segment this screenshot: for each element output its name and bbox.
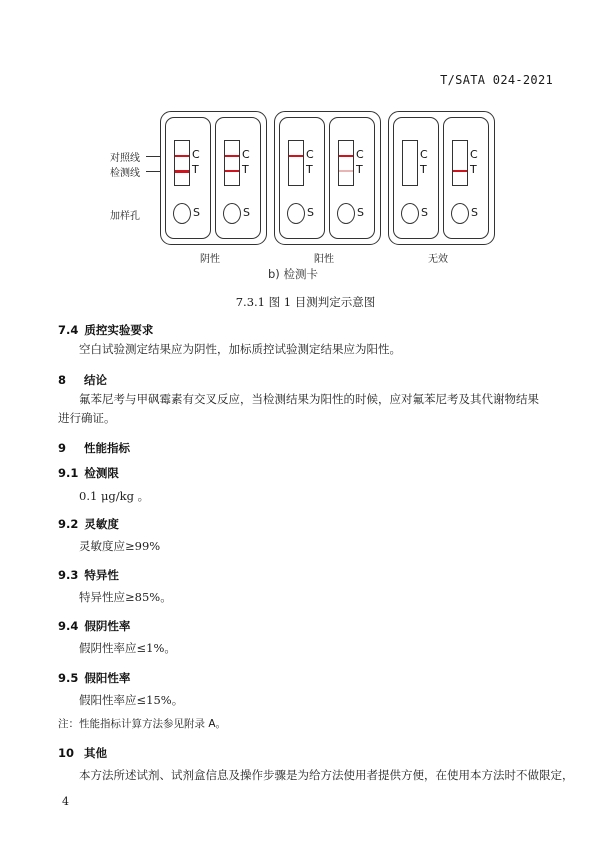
result-window xyxy=(224,140,240,186)
section-9-4-heading: 9.4 假阴性率 xyxy=(58,619,131,633)
control-line-mark xyxy=(225,155,239,157)
section-9-2-body: 灵敏度应≥99% xyxy=(79,539,161,553)
t-letter: T xyxy=(242,163,249,176)
section-9-5-heading: 9.5 假阳性率 xyxy=(58,671,131,685)
negative-label: 阴性 xyxy=(200,254,220,265)
s-letter: S xyxy=(243,206,250,219)
note: 注：性能指标计算方法参见附录 A。 xyxy=(58,718,227,730)
section-9-2-heading: 9.2 灵敏度 xyxy=(58,517,119,531)
section-9-heading: 9 性能指标 xyxy=(58,441,131,455)
section-7-4-heading: 7.4 质控实验要求 xyxy=(58,323,154,337)
section-8-heading: 8 结论 xyxy=(58,373,108,387)
sample-well-icon xyxy=(223,203,241,224)
section-9-5-body: 假阳性率应≤15%。 xyxy=(79,693,184,707)
section-9-3-heading: 9.3 特异性 xyxy=(58,568,119,582)
result-window xyxy=(174,140,190,186)
section-9-1-body: 0.1 μg/kg 。 xyxy=(79,489,150,503)
control-line-mark xyxy=(339,155,353,157)
figure-subtitle: b) 检测卡 xyxy=(268,267,318,281)
t-letter: T xyxy=(306,163,313,176)
sample-well-icon xyxy=(337,203,355,224)
s-letter: S xyxy=(471,206,478,219)
c-letter: C xyxy=(470,148,478,161)
positive-label: 阳性 xyxy=(314,254,334,265)
page-number: 4 xyxy=(62,795,69,808)
c-letter: C xyxy=(356,148,364,161)
result-window xyxy=(288,140,304,186)
c-letter: C xyxy=(242,148,250,161)
section-9-1-heading: 9.1 检测限 xyxy=(58,466,119,480)
s-letter: S xyxy=(421,206,428,219)
result-window xyxy=(452,140,468,186)
sample-well-icon xyxy=(451,203,469,224)
c-letter: C xyxy=(420,148,428,161)
t-letter: T xyxy=(420,163,427,176)
test-line-mark xyxy=(339,170,353,172)
section-7-4-body: 空白试验测定结果应为阴性，加标质控试验测定结果应为阳性。 xyxy=(79,342,401,356)
sample-well-icon xyxy=(287,203,305,224)
s-letter: S xyxy=(307,206,314,219)
t-letter: T xyxy=(356,163,363,176)
test-line-label: 检测线 xyxy=(110,168,140,179)
section-10-heading: 10 其他 xyxy=(58,746,108,760)
control-line-mark xyxy=(289,155,303,157)
s-letter: S xyxy=(357,206,364,219)
section-10-body: 本方法所述试剂、试剂盒信息及操作步骤是为给方法使用者提供方便，在使用本方法时不做限定， xyxy=(79,768,574,782)
test-line-mark xyxy=(453,170,467,172)
standard-code: T/SATA 024-2021 xyxy=(440,73,553,87)
result-window xyxy=(338,140,354,186)
sample-hole-label: 加样孔 xyxy=(110,211,140,222)
t-letter: T xyxy=(192,163,199,176)
test-line-mark xyxy=(175,170,189,173)
invalid-label: 无效 xyxy=(428,254,448,265)
c-letter: C xyxy=(192,148,200,161)
section-9-4-body: 假阴性率应≤1%。 xyxy=(79,641,176,655)
section-9-3-body: 特异性应≥85%。 xyxy=(79,590,172,604)
result-window xyxy=(402,140,418,186)
sample-well-icon xyxy=(401,203,419,224)
control-line-mark xyxy=(175,155,189,157)
control-line-label: 对照线 xyxy=(110,153,140,164)
sample-well-icon xyxy=(173,203,191,224)
figure-caption: 7.3.1 图 1 目测判定示意图 xyxy=(235,295,376,309)
section-8-body: 氟苯尼考与甲砜霉素有交叉反应，当检测结果为阳性的时候，应对氟苯尼考及其代谢物结果进行确证。 xyxy=(58,392,539,425)
t-letter: T xyxy=(470,163,477,176)
test-line-mark xyxy=(225,170,239,172)
s-letter: S xyxy=(193,206,200,219)
test-card-figure xyxy=(98,100,518,285)
c-letter: C xyxy=(306,148,314,161)
